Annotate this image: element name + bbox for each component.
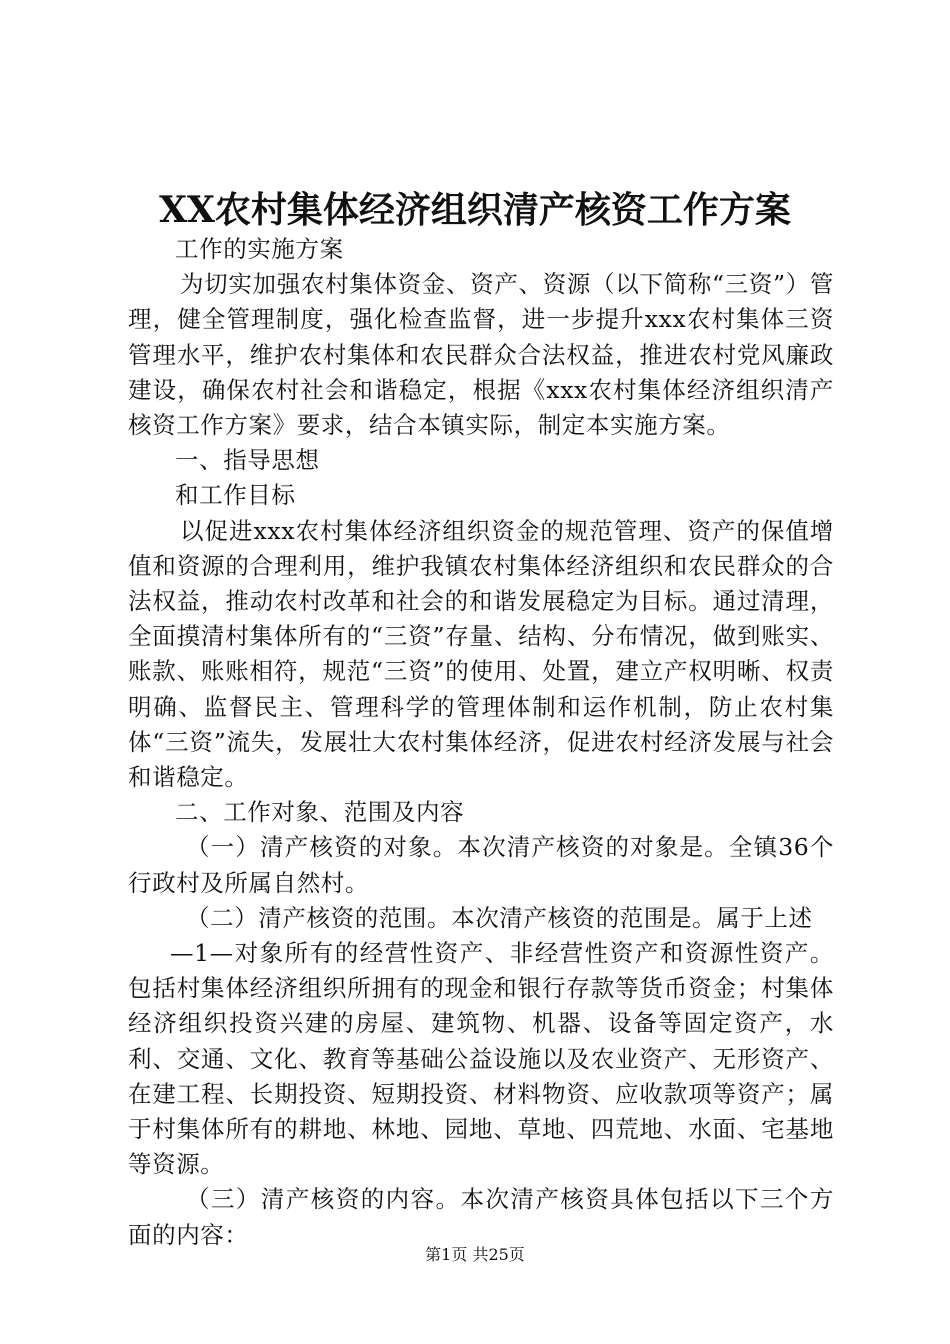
section-heading-guiding-ideology: 一、指导思想: [175, 446, 320, 475]
paragraph-subtitle: 工作的实施方案: [175, 235, 344, 263]
document-body: [128, 232, 834, 1253]
paragraph-scope-detail: —1—对象所有的经营性资产、非经营性资产和资源性资产。包括村集体经济组织所拥有的现金和银行存款等货币资金；村集体经济组织投资兴建的房屋、建筑物、机器、设备等固定资产，水利、交通、文化、教育等基础公益设施以及农业资产、无形资产、在建工程、长期投资、短期投资、材料物资、应收款项等资产；属于村集体所有的耕地、林地、园地、草地、四荒地、水面、宅基地等资源。: [128, 939, 834, 1179]
paragraph-goals: 以促进xxx农村集体经济组织资金的规范管理、资产的保值增值和资源的合理利用，维护我镇农村集体经济组织和农民群众的合法权益，推动农村改革和社会的和谐发展稳定为目标。通过清理，全面摸清村集体所有的“三资”存量、结构、分布情况，做到账实、账款、账账相符，规范“三资”的使用、处置，建立产权明晰、权责明确、监督民主、管理科学的管理体制和运作机制，防止农村集体“三资”流失，发展壮大农村集体经济，促进农村经济发展与社会和谐稳定。: [128, 516, 834, 792]
document-title: XX农村集体经济组织清产核资工作方案: [159, 189, 791, 231]
paragraph-intro: 为切实加强农村集体资金、资产、资源（以下简称“三资”）管理，健全管理制度，强化检查监督，进一步提升xxx农村集体三资管理水平，维护农村集体和农民群众合法权益，推进农村党风廉政建设，确保农村社会和谐稳定，根据《xxx农村集体经济组织清产核资工作方案》要求，结合本镇实际，制定本实施方案。: [128, 270, 834, 440]
section-heading-work-goals: 和工作目标: [175, 481, 296, 510]
page-footer: 第1页 共25页: [425, 1245, 525, 1264]
paragraph-content: （三）清产核资的内容。本次清产核资具体包括以下三个方面的内容：: [128, 1185, 834, 1249]
paragraph-objects: （一）清产核资的对象。本次清产核资的对象是。全镇36个行政村及所属自然村。: [128, 833, 834, 897]
paragraph-scope: （二）清产核资的范围。本次清产核资的范围是。属于上述: [186, 903, 813, 932]
section-heading-work-objects: 二、工作对象、范围及内容: [175, 798, 465, 827]
